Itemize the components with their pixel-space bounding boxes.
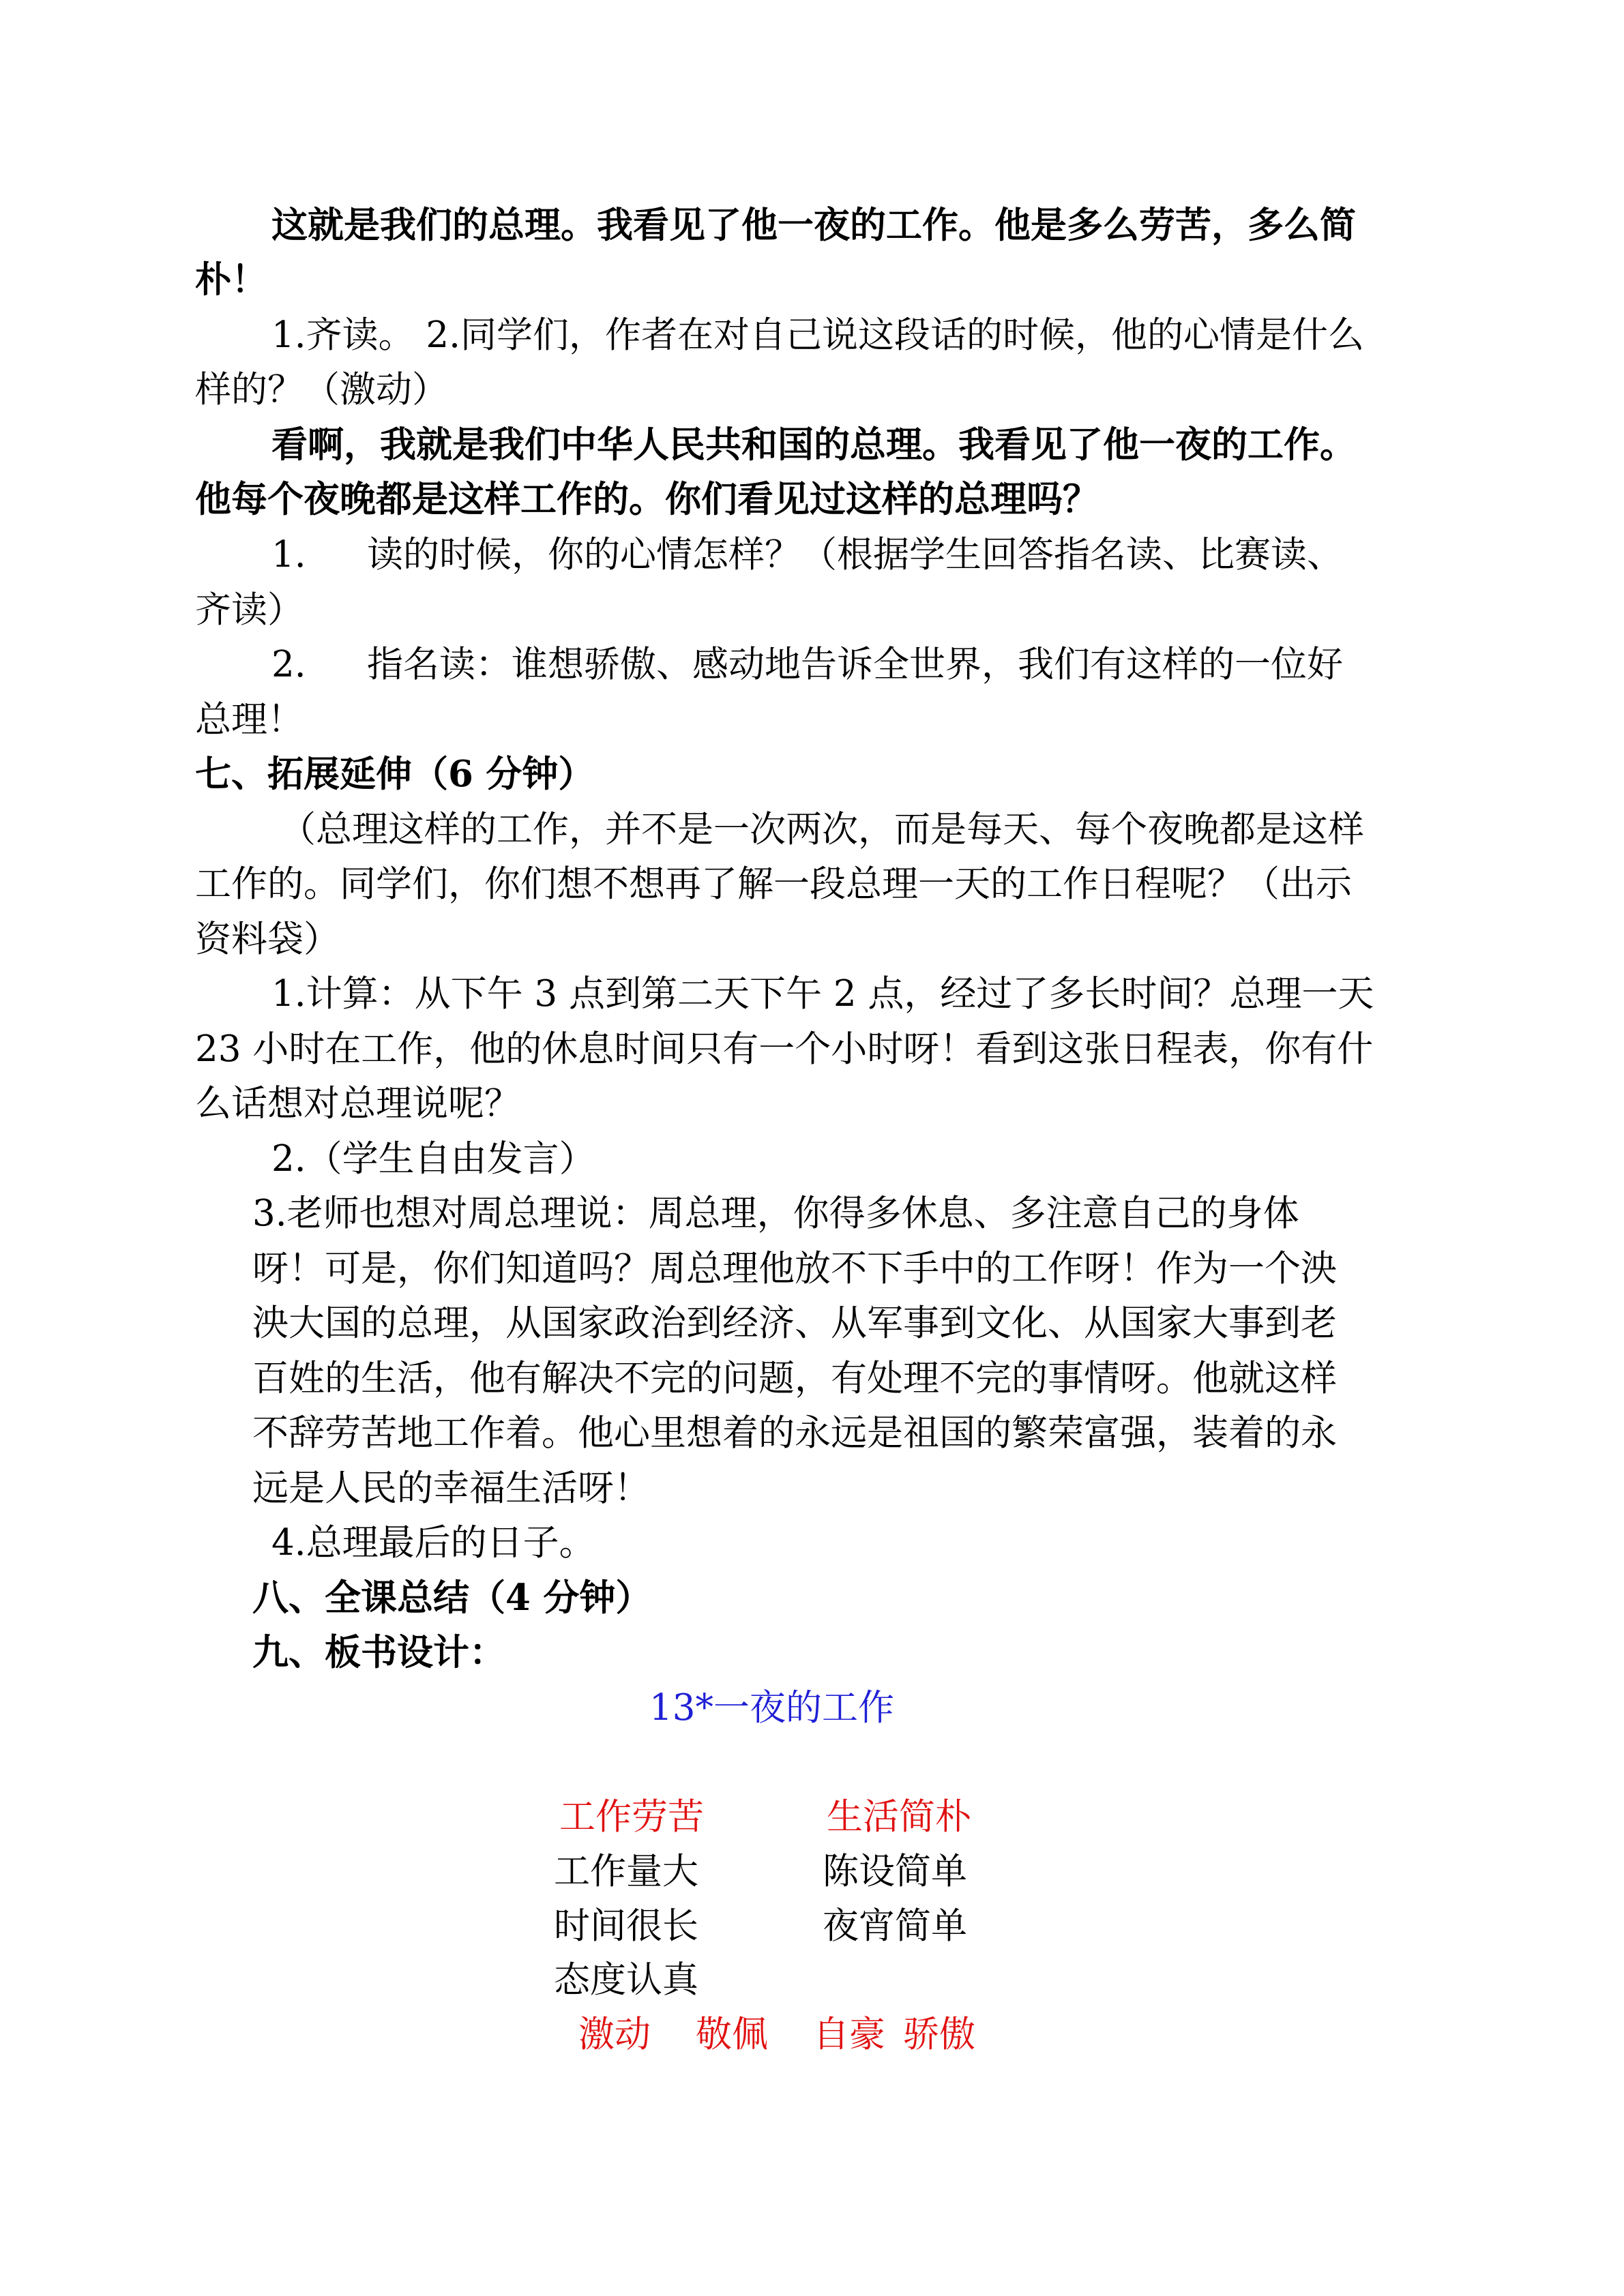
board-left-heading: 工作劳苦 bbox=[559, 1796, 704, 1838]
para-line: （总理这样的工作，并不是一次两次，而是每天、每个夜晚都是这样 bbox=[280, 809, 1364, 850]
para-line: 工作的。同学们，你们想不想再了解一段总理一天的工作日程呢？（出示 bbox=[195, 863, 1352, 905]
board-right-item: 陈设简单 bbox=[823, 1851, 967, 1892]
section-heading: 八、全课总结（4 分钟） bbox=[252, 1577, 652, 1619]
para-line: 远是人民的幸福生活呀！ bbox=[252, 1467, 650, 1509]
para-line: 这就是我们的总理。我看见了他一夜的工作。他是多么劳苦，多么简 bbox=[271, 204, 1356, 246]
para-line: 他每个夜晚都是这样工作的。你们看见过这样的总理吗？ bbox=[195, 478, 1099, 520]
para-line: 呀！可是，你们知道吗？周总理他放不下手中的工作呀！作为一个泱 bbox=[252, 1248, 1337, 1289]
board-left-item: 工作量大 bbox=[554, 1851, 698, 1892]
board-feeling: 敬佩 bbox=[696, 2014, 768, 2055]
para-line: 读的时候，你的心情怎样？（根据学生回答指名读、比赛读、 bbox=[367, 534, 1343, 576]
para-line: 1.齐读。 2.同学们，作者在对自己说这段话的时候，他的心情是什么 bbox=[271, 314, 1364, 356]
para-line: 齐读） bbox=[195, 589, 304, 631]
para-line: 总理！ bbox=[195, 699, 304, 741]
board-left-item: 态度认真 bbox=[554, 1959, 698, 2001]
para-line: 2.（学生自由发言） bbox=[271, 1138, 595, 1180]
para-line: 不辞劳苦地工作着。他心里想着的永远是祖国的繁荣富强，装着的永 bbox=[252, 1412, 1337, 1454]
section-heading: 七、拓展延伸（6 分钟） bbox=[195, 753, 595, 795]
section-heading: 九、板书设计： bbox=[252, 1631, 505, 1673]
para-line: 4.总理最后的日子。 bbox=[271, 1522, 595, 1564]
board-feeling: 自豪 bbox=[813, 2014, 885, 2055]
list-number: 2. bbox=[271, 644, 306, 685]
para-line: 23 小时在工作，他的休息时间只有一个小时呀！看到这张日程表，你有什 bbox=[195, 1028, 1374, 1070]
para-line: 百姓的生活，他有解决不完的问题，有处理不完的事情呀。他就这样 bbox=[252, 1358, 1337, 1399]
para-line: 样的？（激动） bbox=[195, 369, 448, 411]
para-line: 1.计算：从下午 3 点到第二天下午 2 点，经过了多长时间？总理一天 bbox=[271, 973, 1374, 1015]
board-feeling: 骄傲 bbox=[903, 2014, 975, 2055]
para-line: 泱大国的总理，从国家政治到经济、从军事到文化、从国家大事到老 bbox=[252, 1302, 1337, 1344]
para-line: 指名读：谁想骄傲、感动地告诉全世界，我们有这样的一位好 bbox=[367, 644, 1343, 685]
board-feeling: 激动 bbox=[578, 2014, 651, 2055]
para-line: 么话想对总理说呢？ bbox=[195, 1083, 520, 1124]
list-number: 1. bbox=[271, 534, 306, 576]
board-title: 13*一夜的工作 bbox=[649, 1687, 894, 1729]
board-left-item: 时间很长 bbox=[554, 1905, 698, 1947]
para-line: 3.老师也想对周总理说：周总理，你得多休息、多注意自己的身体 bbox=[252, 1193, 1299, 1234]
board-right-heading: 生活简朴 bbox=[827, 1796, 971, 1838]
para-line: 朴！ bbox=[195, 258, 267, 301]
para-line: 资料袋） bbox=[195, 919, 340, 960]
board-right-item: 夜宵简单 bbox=[823, 1905, 967, 1947]
para-line: 看啊，我就是我们中华人民共和国的总理。我看见了他一夜的工作。 bbox=[271, 423, 1356, 466]
